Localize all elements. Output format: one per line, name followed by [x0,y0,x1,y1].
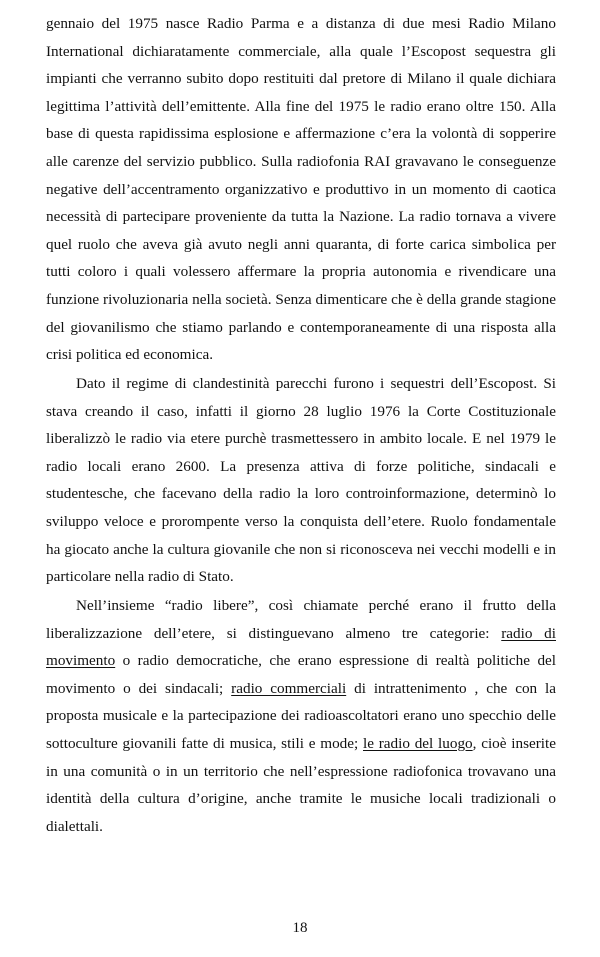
paragraph-1: gennaio del 1975 nasce Radio Parma e a distanza di due mesi Radio Milano International dichiaratamente commerciale, alla quale l’Escopost sequestra gli impianti che verranno subito dopo restituiti dal pretore di Milano il quale dichiara legittima l’attività dell’emittente. Alla fine del 1975 le radio erano oltre 150. Alla base di questa rapidissima esplosione e affermazione c’era la volontà di sopperire alle carenze del servizio pubblico. Sulla radiofonia RAI gravavano le conseguenze negative dell’accentramento organizzativo e produttivo in un momento di caotica necessità di partecipare proveniente da tutta la Nazione. La radio tornava a vivere quel ruolo che aveva già avuto negli anni quaranta, di forte carica simbolica per tutti coloro i quali volessero affermare la propria autonomia e rivendicare una funzione rivoluzionaria nella società. Senza dimenticare che è della grande stagione del giovanilismo che stiamo parlando e contemporaneamente di una risposta alla crisi politica ed economica. [46,15,556,364]
paragraph-3 [46,592,556,840]
term-radio-commerciali: radio commerciali [231,679,347,697]
page-number: 18 [292,920,308,936]
paragraph-3-text-4: , cioè inserite in una comunità o in un territorio che nell’espressione radiofonica trovavano una identità della cultura d’origine, anche tramite le musiche locali tradizionali o dialettali. [46,734,556,835]
paragraph-3-text-2: o radio democratiche, che erano espressione di realtà politiche del movimento o dei sindacali; [46,652,556,697]
paragraph-3-text-1: Nell’insieme “radio libere”, così chiamate perché erano il frutto della liberalizzazione dell’etere, si distinguevano almeno tre categorie: [46,597,556,642]
term-le-radio-del-luogo: le radio del luogo [363,734,473,752]
paragraph-2: Dato il regime di clandestinità parecchi furono i sequestri dell’Escopost. Si stava creando il caso, infatti il giorno 28 luglio 1976 la Corte Costituzionale liberalizzò le radio via etere purchè trasmettessero in ambito locale. E nel 1979 le radio locali erano 2600. La presenza attiva di forze politiche, sindacali e studentesche, che facevano della radio la loro controinformazione, determinò lo sviluppo veloce e prorompente verso la conquista dell’etere. Ruolo fondamentale ha giocato anche la cultura giovanile che non si riconosceva nei vecchi modelli e in particolare nella radio di Stato. [46,375,556,586]
paragraph-3-text-3: di intrattenimento , che con la proposta musicale e la partecipazione dei radioascoltatori erano uno specchio delle sottoculture giovanili fatte di musica, stili e mode; [46,679,556,752]
term-radio-di-movimento: radio di movimento [46,624,556,670]
